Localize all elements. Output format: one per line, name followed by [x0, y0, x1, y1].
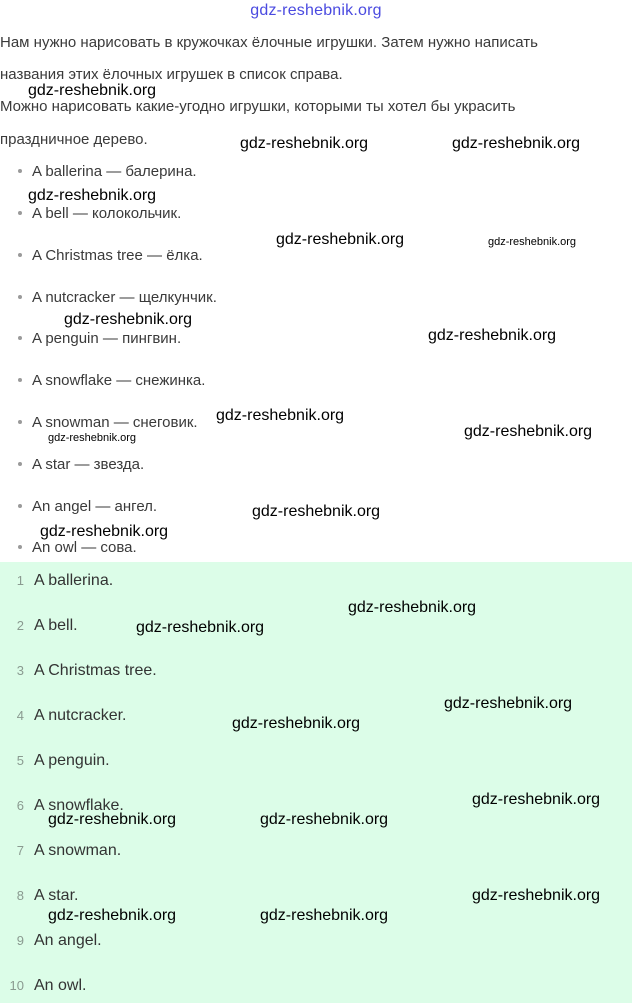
answer-row — [0, 617, 78, 635]
bullet-dot-icon — [18, 462, 22, 466]
watermark: gdz-reshebnik.org — [240, 135, 369, 152]
watermark: gdz-reshebnik.org — [232, 715, 361, 732]
answer-text: A Christmas tree. — [34, 662, 157, 679]
bullet-dot-icon — [18, 336, 22, 340]
answer-text: A nutcracker. — [34, 707, 127, 724]
answer-number: 7 — [16, 843, 24, 858]
answer-number: 2 — [16, 618, 24, 633]
vocabulary-item-text: A nutcracker — щелкунчик. — [32, 289, 217, 306]
vocabulary-item — [18, 498, 157, 515]
watermark: gdz-reshebnik.org — [64, 311, 193, 328]
bullet-dot-icon — [18, 253, 22, 257]
answer-row — [0, 662, 157, 680]
vocabulary-item — [18, 163, 197, 180]
watermark: gdz-reshebnik.org — [472, 791, 601, 808]
answer-row — [0, 932, 102, 950]
answer-text: An owl. — [34, 977, 87, 994]
site-watermark-top: gdz-reshebnik.org — [250, 2, 382, 19]
vocabulary-item-text: A Christmas tree — ёлка. — [32, 247, 203, 264]
answer-number: 8 — [16, 888, 24, 903]
answer-panel — [0, 562, 632, 1003]
watermark: gdz-reshebnik.org — [216, 407, 345, 424]
watermark: gdz-reshebnik.org — [444, 695, 573, 712]
answer-row — [0, 977, 86, 995]
answer-number: 1 — [16, 573, 24, 588]
bullet-dot-icon — [18, 420, 22, 424]
watermark: gdz-reshebnik.org — [28, 82, 157, 99]
watermark: gdz-reshebnik.org — [136, 619, 265, 636]
answer-text: A bell. — [34, 617, 78, 634]
vocabulary-item-text: A ballerina — балерина. — [32, 163, 197, 180]
answer-number: 6 — [16, 798, 24, 813]
watermark: gdz-reshebnik.org — [428, 327, 557, 344]
answer-row — [0, 572, 113, 590]
vocabulary-item — [18, 205, 181, 222]
bullet-dot-icon — [18, 504, 22, 508]
watermark: gdz-reshebnik.org — [276, 231, 405, 248]
watermark: gdz-reshebnik.org — [348, 599, 477, 616]
answer-text: A snowflake. — [34, 797, 124, 814]
answer-text: A star. — [34, 887, 79, 904]
bullet-dot-icon — [18, 211, 22, 215]
watermark: gdz-reshebnik.org — [488, 236, 577, 248]
bullet-dot-icon — [18, 545, 22, 549]
answer-number: 10 — [9, 978, 24, 993]
watermark: gdz-reshebnik.org — [260, 811, 389, 828]
task-text-line-4: праздничное дерево. — [0, 131, 148, 148]
watermark: gdz-reshebnik.org — [28, 187, 157, 204]
answer-number: 4 — [16, 708, 24, 723]
answer-text: An angel. — [34, 932, 102, 949]
bullet-dot-icon — [18, 169, 22, 173]
vocabulary-item — [18, 289, 217, 306]
vocabulary-item-text: A snowman — снеговик. — [32, 414, 198, 431]
task-text-line-1: Нам нужно нарисовать в кружочках ёлочные игрушки. Затем нужно написать — [0, 34, 538, 51]
answer-row — [0, 842, 121, 860]
answer-text: A penguin. — [34, 752, 110, 769]
vocabulary-item — [18, 247, 203, 264]
watermark: gdz-reshebnik.org — [252, 503, 381, 520]
vocabulary-item — [18, 456, 144, 473]
vocabulary-item — [18, 414, 198, 431]
watermark: gdz-reshebnik.org — [48, 432, 137, 444]
answer-number: 3 — [16, 663, 24, 678]
answer-number: 5 — [16, 753, 24, 768]
bullet-dot-icon — [18, 295, 22, 299]
watermark: gdz-reshebnik.org — [40, 523, 169, 540]
bullet-dot-icon — [18, 378, 22, 382]
vocabulary-item-text: A penguin — пингвин. — [32, 330, 182, 347]
vocabulary-item — [18, 330, 181, 347]
answer-row — [0, 887, 78, 905]
answer-row — [0, 752, 110, 770]
watermark: gdz-reshebnik.org — [48, 811, 177, 828]
vocabulary-item-text: An angel — ангел. — [32, 498, 158, 515]
watermark: gdz-reshebnik.org — [472, 887, 601, 904]
answer-text: A snowman. — [34, 842, 122, 859]
vocabulary-item-text: A star — звезда. — [32, 456, 145, 473]
vocabulary-item — [18, 539, 137, 556]
answer-text: A ballerina. — [34, 572, 114, 589]
vocabulary-item-text: A snowflake — снежинка. — [32, 372, 206, 389]
answer-number: 9 — [16, 933, 24, 948]
vocabulary-item-text: A bell — колокольчик. — [32, 205, 182, 222]
watermark: gdz-reshebnik.org — [464, 423, 593, 440]
watermark: gdz-reshebnik.org — [452, 135, 581, 152]
task-text-line-3: Можно нарисовать какие-угодно игрушки, которыми ты хотел бы украсить — [0, 98, 516, 115]
watermark: gdz-reshebnik.org — [48, 907, 177, 924]
task-text-line-2: названия этих ёлочных игрушек в список справа. — [0, 66, 343, 83]
watermark: gdz-reshebnik.org — [260, 907, 389, 924]
vocabulary-item-text: An owl — сова. — [32, 539, 137, 556]
answer-row — [0, 707, 127, 725]
vocabulary-item — [18, 372, 205, 389]
